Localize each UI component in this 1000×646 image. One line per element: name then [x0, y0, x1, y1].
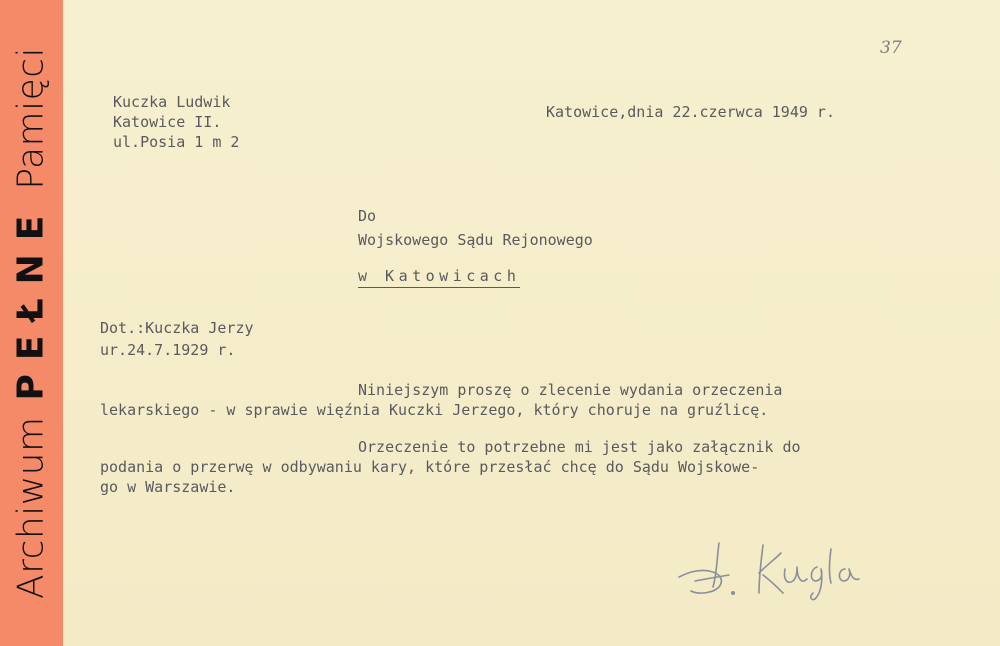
archive-label-part3: Pamięci	[10, 46, 52, 190]
sender-street: ul.Posia 1 m 2	[113, 133, 240, 151]
letter-paper	[63, 0, 1000, 646]
archive-sidebar	[0, 0, 63, 646]
body-paragraph2-line3: go w Warszawie.	[100, 478, 236, 496]
recipient-place: w Katowicach	[358, 266, 520, 288]
body-paragraph2-line1: Orzeczenie to potrzebne mi jest jako załącznik do	[358, 438, 801, 456]
subject-line1: Dot.:Kuczka Jerzy	[100, 319, 254, 337]
body-paragraph1-line2: lekarskiego - w sprawie więźnia Kuczki Jerzego, który choruje na gruźlicę.	[100, 401, 769, 419]
body-paragraph2-line2: podania o przerwę w odbywaniu kary, które przesłać chcę do Sądu Wojskowe-	[100, 458, 760, 476]
date-line: Katowice,dnia 22.czerwca 1949 r.	[546, 103, 835, 121]
sender-city: Katowice II.	[113, 113, 222, 131]
recipient-court: Wojskowego Sądu Rejonowego	[358, 231, 593, 249]
archive-label-part2: PEŁNE	[10, 201, 52, 401]
recipient-to: Do	[358, 207, 377, 225]
body-paragraph1-line1: Niniejszym proszę o zlecenie wydania orzeczenia	[358, 381, 783, 399]
archive-label	[11, 47, 52, 599]
subject-line2: ur.24.7.1929 r.	[100, 341, 236, 359]
page-number: 37	[880, 38, 902, 58]
archive-label-part1: Archiwum	[10, 416, 52, 600]
sender-name: Kuczka Ludwik	[113, 93, 231, 111]
handwritten-signature	[673, 535, 903, 610]
